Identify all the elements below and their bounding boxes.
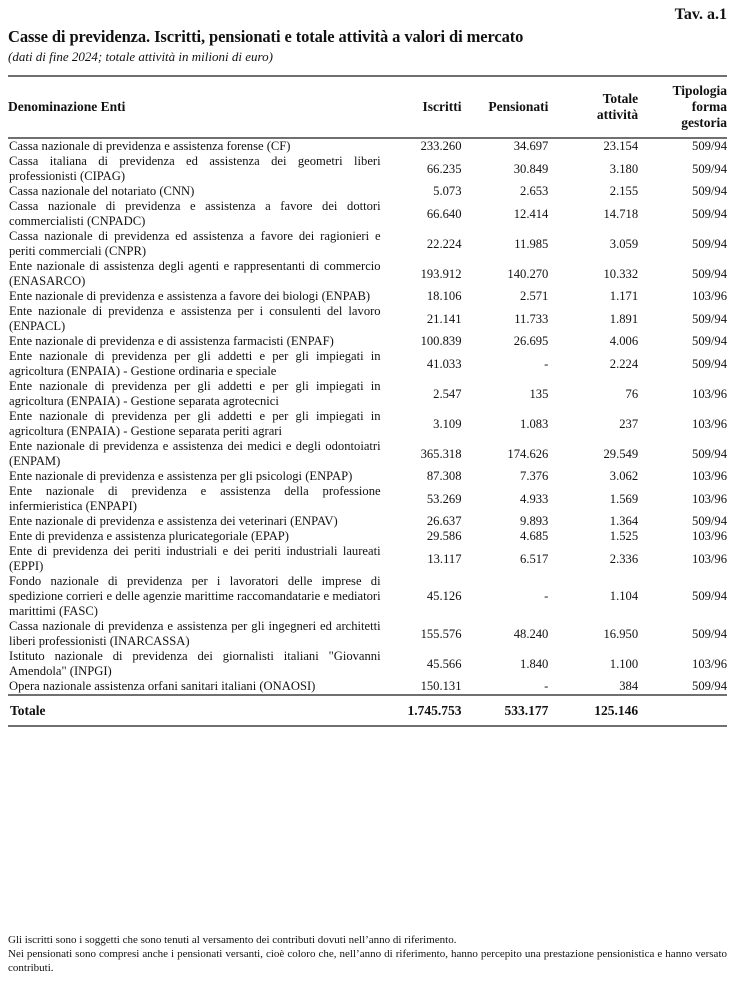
entity-name: Istituto nazionale di previdenza dei giornalisti italiani "Giovanni Amendola" (INPGI) xyxy=(9,649,381,678)
attivita-value: 16.950 xyxy=(603,626,639,641)
table-row xyxy=(8,379,727,409)
iscritti-value: 193.912 xyxy=(420,266,462,281)
column-header-totale-attivita-line1: Totale xyxy=(602,91,639,106)
table-row xyxy=(8,229,727,259)
pensionati-value: 140.270 xyxy=(507,266,549,281)
table-row xyxy=(8,529,727,544)
attivita-value: 3.059 xyxy=(609,236,639,251)
iscritti-value: 18.106 xyxy=(426,289,462,303)
attivita-value: 10.332 xyxy=(603,266,639,281)
column-header-tipologia-line3: gestoria xyxy=(681,115,727,130)
tipologia-value: 509/94 xyxy=(692,184,727,198)
entity-name: Ente di previdenza dei periti industriali e dei periti industriali laureati (EPPI) xyxy=(9,544,381,573)
entity-name: Ente nazionale di previdenza e assistenza dei medici e degli odontoiatri (ENPAM) xyxy=(9,439,381,468)
iscritti-value: 29.586 xyxy=(426,529,462,543)
attivita-value: 1.891 xyxy=(609,311,639,326)
iscritti-value: 45.126 xyxy=(426,589,462,603)
attivita-value: 1.104 xyxy=(609,589,639,603)
attivita-value: 14.718 xyxy=(603,206,639,221)
pensionati-value: - xyxy=(544,356,549,371)
total-pensionati: 533.177 xyxy=(462,695,549,726)
tipologia-value: 509/94 xyxy=(692,446,727,461)
entity-name: Ente nazionale di previdenza e assistenza a favore dei biologi (ENPAB) xyxy=(9,289,371,303)
table-row xyxy=(8,199,727,229)
attivita-value: 237 xyxy=(619,416,639,431)
pensionati-value: 4.685 xyxy=(520,529,549,543)
entity-name: Cassa nazionale di previdenza e assistenza per gli ingegneri ed architetti liberi professionisti (INARCASSA) xyxy=(9,619,381,648)
iscritti-value: 22.224 xyxy=(426,236,462,251)
attivita-value: 2.155 xyxy=(609,184,639,198)
pensionati-value: 135 xyxy=(529,386,549,401)
attivita-value: 3.180 xyxy=(609,161,639,176)
iscritti-value: 233.260 xyxy=(420,139,462,153)
entity-name: Cassa nazionale di previdenza e assistenza a favore dei dottori commercialisti (CNPADC) xyxy=(9,199,381,228)
iscritti-value: 87.308 xyxy=(426,469,462,483)
pensionati-value: 11.985 xyxy=(514,236,549,251)
total-attivita: 125.146 xyxy=(548,695,638,726)
table-row xyxy=(8,304,727,334)
table-row xyxy=(8,574,727,619)
table-row xyxy=(8,679,727,695)
total-row xyxy=(8,695,727,726)
tipologia-value: 509/94 xyxy=(692,236,727,251)
tipologia-value: 509/94 xyxy=(692,139,727,153)
iscritti-value: 21.141 xyxy=(426,311,462,326)
pensionati-value: - xyxy=(544,679,549,693)
pensionati-value: 26.695 xyxy=(513,334,549,348)
page-subtitle: (dati di fine 2024; totale attività in milioni di euro) xyxy=(8,49,273,64)
entity-name: Ente nazionale di previdenza per gli addetti e per gli impiegati in agricoltura (ENPAIA) - Gestione separata agrotecnici xyxy=(9,379,381,408)
tipologia-value: 509/94 xyxy=(692,356,727,371)
column-header-totale-attivita xyxy=(548,76,638,138)
pensionati-value: 12.414 xyxy=(513,206,549,221)
iscritti-value: 53.269 xyxy=(426,491,462,506)
table-row xyxy=(8,334,727,349)
attivita-value: 2.336 xyxy=(609,551,639,566)
table-row xyxy=(8,289,727,304)
entity-name: Cassa italiana di previdenza ed assistenza dei geometri liberi professionisti (CIPAG) xyxy=(9,154,381,183)
total-iscritti: 1.745.753 xyxy=(387,695,462,726)
entity-name: Ente nazionale di previdenza e assistenza dei veterinari (ENPAV) xyxy=(9,514,338,528)
tipologia-value: 509/94 xyxy=(692,589,727,603)
pensionati-value: 48.240 xyxy=(513,626,549,641)
entity-name: Ente nazionale di previdenza per gli addetti e per gli impiegati in agricoltura (ENPAIA) - Gestione ordinaria e speciale xyxy=(9,349,381,378)
entity-name: Ente nazionale di previdenza e assistenza della professione infermieristica (ENPAPI) xyxy=(9,484,381,513)
table-row xyxy=(8,154,727,184)
table-row xyxy=(8,349,727,379)
tipologia-value: 103/96 xyxy=(692,491,727,506)
column-header-iscritti: Iscritti xyxy=(387,76,462,138)
pensionati-value: - xyxy=(544,589,549,603)
pensionati-value: 7.376 xyxy=(520,469,549,483)
iscritti-value: 155.576 xyxy=(420,626,462,641)
entity-name: Fondo nazionale di previdenza per i lavoratori delle imprese di spedizione corrieri e delle agenzie marittime raccomandatarie e mediatori marittimi (FASC) xyxy=(9,574,381,618)
attivita-value: 2.224 xyxy=(609,356,639,371)
pensionati-value: 174.626 xyxy=(507,446,549,461)
tipologia-value: 103/96 xyxy=(692,551,727,566)
iscritti-value: 5.073 xyxy=(433,184,462,198)
attivita-value: 3.062 xyxy=(609,469,639,483)
table-row xyxy=(8,514,727,529)
column-header-tipologia xyxy=(638,76,727,138)
iscritti-value: 365.318 xyxy=(420,446,462,461)
column-header-tipologia-line1: Tipologia xyxy=(672,83,727,98)
iscritti-value: 41.033 xyxy=(426,356,462,371)
entity-name: Ente nazionale di assistenza degli agenti e rappresentanti di commercio (ENASARCO) xyxy=(9,259,381,288)
total-tipologia xyxy=(638,695,727,726)
tipologia-value: 509/94 xyxy=(692,311,727,326)
table-row xyxy=(8,619,727,649)
table-row xyxy=(8,544,727,574)
attivita-value: 1.171 xyxy=(609,289,639,303)
iscritti-value: 2.547 xyxy=(433,386,462,401)
attivita-value: 384 xyxy=(619,679,639,693)
table-row xyxy=(8,484,727,514)
entity-name: Ente nazionale di previdenza e assistenza per gli psicologi (ENPAP) xyxy=(9,469,353,483)
pensionati-value: 2.653 xyxy=(520,184,549,198)
entity-name: Cassa nazionale del notariato (CNN) xyxy=(9,184,195,198)
tipologia-value: 509/94 xyxy=(692,626,727,641)
table-row xyxy=(8,184,727,199)
attivita-value: 1.100 xyxy=(609,656,639,671)
pension-funds-table xyxy=(8,75,727,727)
attivita-value: 1.569 xyxy=(609,491,639,506)
pensionati-value: 1.083 xyxy=(520,416,549,431)
table-row xyxy=(8,409,727,439)
tipologia-value: 509/94 xyxy=(692,206,727,221)
tipologia-value: 509/94 xyxy=(692,161,727,176)
tipologia-value: 103/96 xyxy=(692,386,727,401)
iscritti-value: 150.131 xyxy=(420,679,462,693)
tipologia-value: 509/94 xyxy=(692,514,727,528)
attivita-value: 76 xyxy=(625,386,639,401)
iscritti-value: 3.109 xyxy=(433,416,462,431)
total-label: Totale xyxy=(8,695,387,726)
iscritti-value: 66.640 xyxy=(426,206,462,221)
footnote-iscritti: Gli iscritti sono i soggetti che sono tenuti al versamento dei contributi dovuti nell’anno di riferimento. xyxy=(8,934,457,946)
pensionati-value: 1.840 xyxy=(520,656,549,671)
pensionati-value: 4.933 xyxy=(520,491,549,506)
column-header-totale-attivita-line2: attività xyxy=(596,107,639,122)
tipologia-value: 103/96 xyxy=(692,529,727,543)
column-header-pensionati: Pensionati xyxy=(462,76,549,138)
entity-name: Opera nazionale assistenza orfani sanitari italiani (ONAOSI) xyxy=(9,679,316,693)
iscritti-value: 26.637 xyxy=(426,514,462,528)
tipologia-value: 509/94 xyxy=(692,266,727,281)
entity-name: Ente di previdenza e assistenza pluricategoriale (EPAP) xyxy=(9,529,289,543)
entity-name: Ente nazionale di previdenza e assistenza per i consulenti del lavoro (ENPACL) xyxy=(9,304,381,333)
entity-name: Cassa nazionale di previdenza ed assistenza a favore dei ragionieri e periti commerciali (CNPR) xyxy=(9,229,381,258)
pensionati-value: 2.571 xyxy=(520,289,549,303)
table-row xyxy=(8,138,727,154)
pensionati-value: 6.517 xyxy=(520,551,549,566)
tipologia-value: 509/94 xyxy=(692,679,727,693)
tipologia-value: 103/96 xyxy=(692,289,727,303)
table-body xyxy=(8,138,727,726)
iscritti-value: 100.839 xyxy=(420,334,462,348)
page-title: Casse di previdenza. Iscritti, pensionati e totale attività a valori di mercato xyxy=(8,27,524,46)
tipologia-value: 103/96 xyxy=(692,656,727,671)
attivita-value: 29.549 xyxy=(603,446,639,461)
footnotes xyxy=(8,933,727,975)
tipologia-value: 103/96 xyxy=(692,416,727,431)
attivita-value: 23.154 xyxy=(603,139,639,153)
iscritti-value: 66.235 xyxy=(426,161,462,176)
iscritti-value: 45.566 xyxy=(426,656,462,671)
table-header-row xyxy=(8,76,727,138)
footnote-pensionati: Nei pensionati sono compresi anche i pensionati versanti, cioè coloro che, nell’anno di riferimento, hanno percepito una prestazione pensionistica e hanno versato contributi. xyxy=(8,948,727,974)
entity-name: Ente nazionale di previdenza per gli addetti e per gli impiegati in agricoltura (ENPAIA) - Gestione separata periti agrari xyxy=(9,409,381,438)
tipologia-value: 509/94 xyxy=(692,334,727,348)
pensionati-value: 9.893 xyxy=(520,514,549,528)
table-row xyxy=(8,649,727,679)
table-number: Tav. a.1 xyxy=(674,6,727,23)
table-row xyxy=(8,439,727,469)
attivita-value: 1.525 xyxy=(609,529,639,543)
attivita-value: 4.006 xyxy=(609,334,639,348)
entity-name: Cassa nazionale di previdenza e assistenza forense (CF) xyxy=(9,139,291,153)
column-header-tipologia-line2: forma xyxy=(691,99,727,114)
iscritti-value: 13.117 xyxy=(427,551,462,566)
pensionati-value: 34.697 xyxy=(513,139,549,153)
table-row xyxy=(8,469,727,484)
column-header-name: Denominazione Enti xyxy=(8,76,387,138)
attivita-value: 1.364 xyxy=(609,514,639,528)
entity-name: Ente nazionale di previdenza e di assistenza farmacisti (ENPAF) xyxy=(9,334,334,348)
pensionati-value: 11.733 xyxy=(514,311,549,326)
tipologia-value: 103/96 xyxy=(692,469,727,483)
table-row xyxy=(8,259,727,289)
pensionati-value: 30.849 xyxy=(513,161,549,176)
